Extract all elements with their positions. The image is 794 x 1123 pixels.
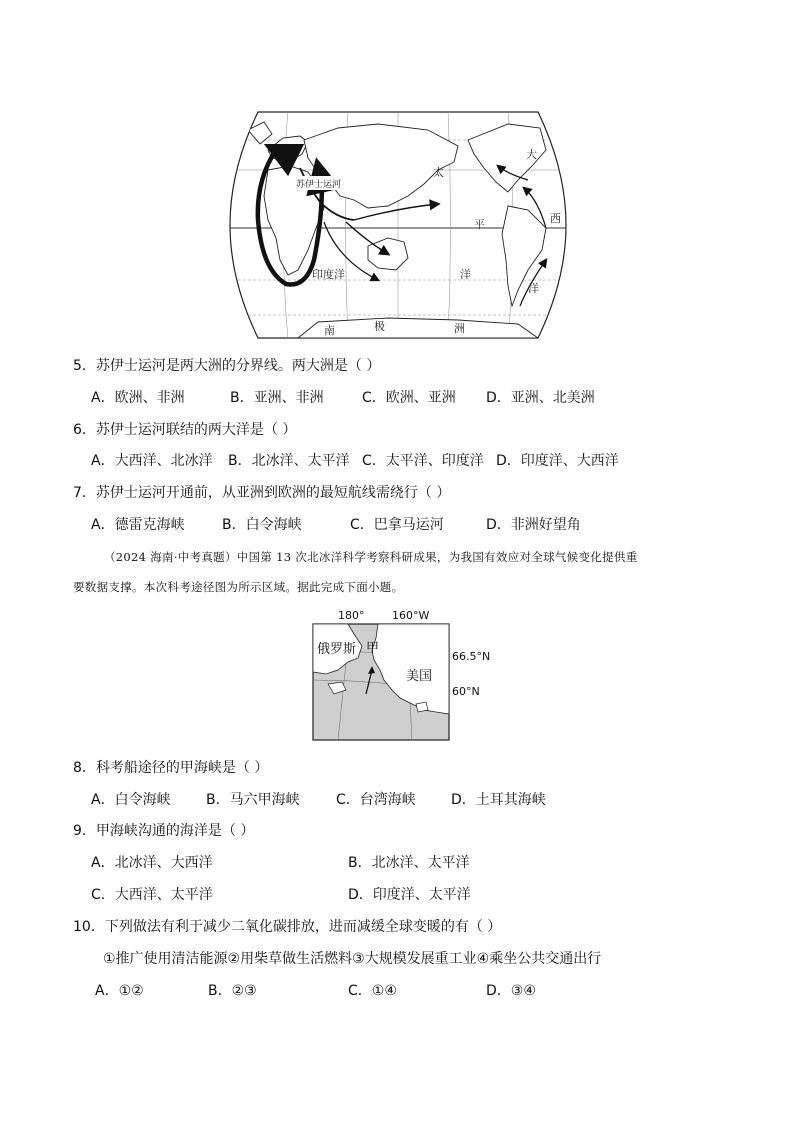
intro-line-1: （2024 海南·中考真题）中国第 13 次北冰洋科学考察科研成果，为我国有效应对全球气候变化提供重: [104, 550, 638, 564]
q10-option-a[interactable]: A．①②: [95, 983, 144, 999]
q7-option-d[interactable]: D．非洲好望角: [486, 517, 581, 533]
label-suez-canal: 苏伊士运河: [296, 180, 342, 190]
label-tai: 太: [433, 166, 444, 179]
q5-option-a[interactable]: A．欧洲、非洲: [91, 390, 185, 406]
label-russia: 俄罗斯: [317, 642, 357, 657]
intro-line-2: 要数据支撑。本次科考途径图为所示区域。据此完成下面小题。: [73, 580, 404, 594]
q10-statements: ①推广使用清洁能源②用柴草做生活燃料③大规模发展重工业④乘坐公共交通出行: [103, 951, 602, 967]
label-lon-160w: 160°W: [392, 609, 430, 622]
q9-option-c[interactable]: C．大西洋、太平洋: [91, 887, 213, 903]
q9-option-a[interactable]: A．北冰洋、大西洋: [91, 855, 213, 871]
label-usa: 美国: [406, 669, 433, 684]
q8-option-c[interactable]: C．台湾海峡: [336, 792, 416, 808]
q5-option-c[interactable]: C．欧洲、亚洲: [362, 390, 456, 406]
q6-option-c[interactable]: C．太平洋、印度洋: [362, 453, 484, 469]
q8-option-a[interactable]: A．白令海峡: [91, 792, 171, 808]
label-ping: 平: [474, 218, 485, 231]
world-map-figure: [228, 110, 568, 340]
question-9-stem: 9．甲海峡沟通的海洋是（ ）: [73, 823, 255, 839]
question-7-stem: 7．苏伊士运河开通前，从亚洲到欧洲的最短航线需绕行（ ）: [73, 485, 451, 501]
q6-option-b[interactable]: B．北冰洋、太平洋: [228, 453, 350, 469]
label-yang-pacific: 洋: [460, 268, 471, 281]
label-lon-180: 180°: [338, 609, 365, 622]
q6-option-d[interactable]: D．印度洋、大西洋: [496, 453, 619, 469]
label-da: 大: [526, 148, 537, 161]
question-10-stem: 10．下列做法有利于减少二氧化碳排放，进而减缓全球变暖的有（ ）: [73, 919, 502, 935]
label-yang-atlantic: 洋: [528, 282, 539, 295]
q8-option-d[interactable]: D．土耳其海峡: [451, 792, 546, 808]
label-ji: 极: [374, 320, 385, 333]
q10-option-b[interactable]: B．②③: [208, 983, 257, 999]
label-xi: 西: [550, 212, 561, 225]
q9-option-d[interactable]: D．印度洋、太平洋: [348, 887, 471, 903]
q8-option-b[interactable]: B．马六甲海峡: [206, 792, 300, 808]
label-jia: 甲: [366, 641, 380, 656]
q10-option-d[interactable]: D．③④: [486, 983, 536, 999]
strait-map-figure: [308, 606, 508, 741]
label-zhou: 洲: [454, 322, 465, 335]
question-5-stem: 5．苏伊士运河是两大洲的分界线。两大洲是（ ）: [73, 358, 381, 374]
q7-option-c[interactable]: C．巴拿马运河: [350, 517, 444, 533]
label-indian-ocean: 印度洋: [312, 268, 345, 281]
label-lat-60n: 60°N: [452, 685, 480, 698]
q7-option-b[interactable]: B．白令海峡: [222, 517, 302, 533]
label-nan: 南: [324, 324, 335, 337]
question-8-stem: 8．科考船途径的甲海峡是（ ）: [73, 760, 269, 776]
label-lat-66-5n: 66.5°N: [452, 650, 491, 663]
q5-option-d[interactable]: D．亚洲、北美洲: [486, 390, 595, 406]
q10-option-c[interactable]: C．①④: [348, 983, 397, 999]
q7-option-a[interactable]: A．德雷克海峡: [91, 517, 185, 533]
question-6-stem: 6．苏伊士运河联结的两大洋是（ ）: [73, 422, 297, 438]
q9-option-b[interactable]: B．北冰洋、太平洋: [348, 855, 470, 871]
q5-option-b[interactable]: B．亚洲、非洲: [230, 390, 324, 406]
q6-option-a[interactable]: A．大西洋、北冰洋: [91, 453, 213, 469]
